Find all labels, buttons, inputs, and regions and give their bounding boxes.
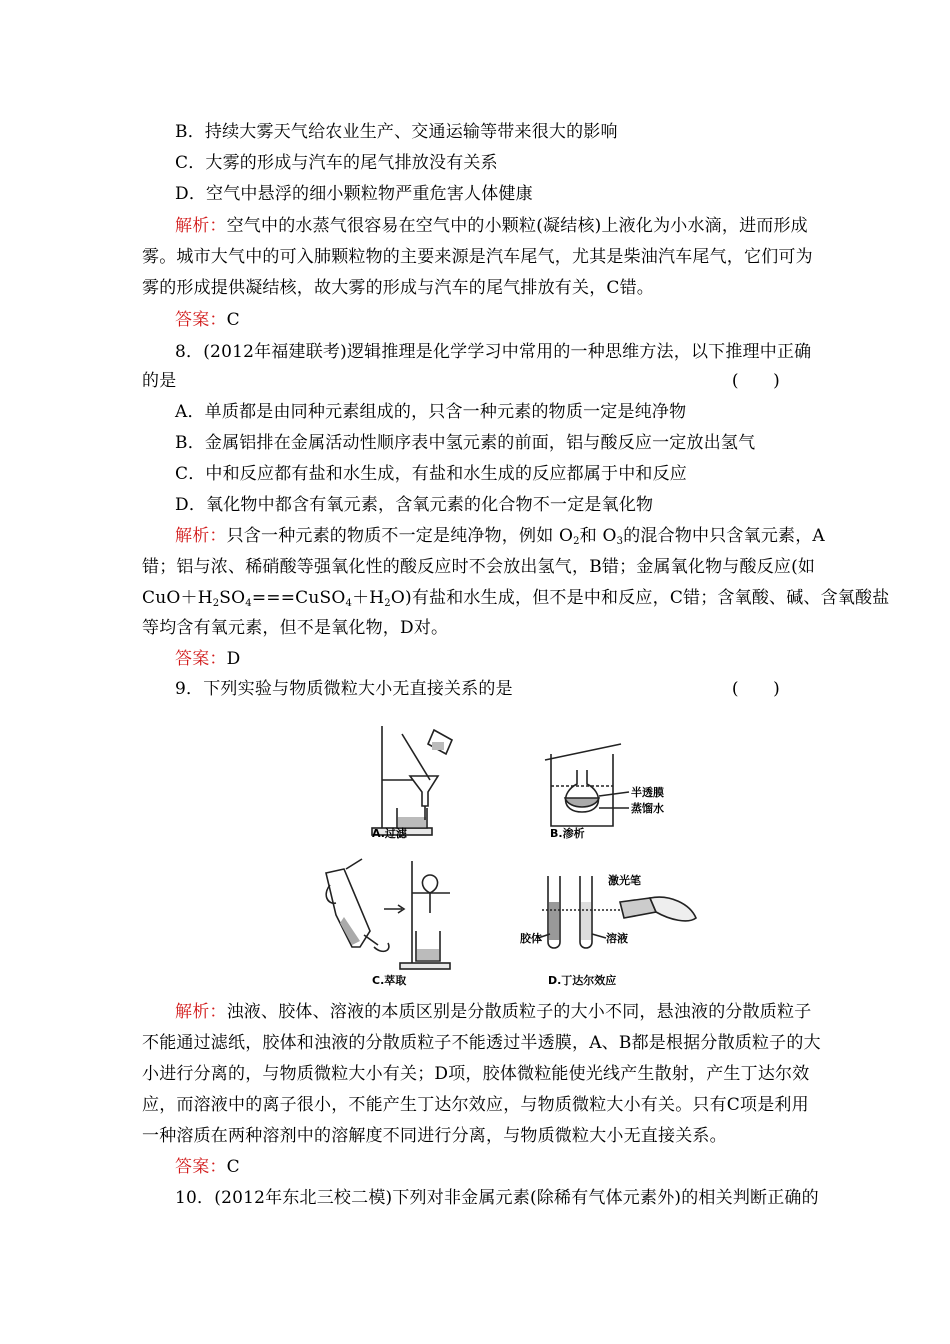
subscript: 2 [573,536,580,547]
formula-text: SO [219,588,246,608]
q9-analysis-line4: 应，而溶液中的离子很小，不能产生丁达尔效应，与物质微粒大小有关。只有C项是利用 [142,1095,809,1115]
subscript: 3 [616,536,624,547]
figure-caption-b: B.渗析 [550,827,585,840]
q7-analysis-line1 [175,211,810,241]
q8-option-d: D．氧化物中都含有氧元素，含氧元素的化合物不一定是氧化物 [175,495,654,515]
formula-text: CuO＋H [142,588,213,608]
subscript: 2 [212,598,220,609]
q8-analysis-line4: 等均含有氧元素，但不是氧化物，D对。 [142,618,449,638]
q9-stem-text: 9．下列实验与物质微粒大小无直接关系的是 [175,679,513,699]
q7-answer [175,305,810,335]
q8-option-a: A．单质都是由同种元素组成的，只含一种元素的物质一定是纯净物 [175,402,687,422]
q8-stem-line2 [142,366,810,396]
q8-analysis-line3 [142,583,890,613]
answer-value: C [226,1157,240,1177]
colloid-label: 胶体 [520,932,542,945]
answer-value: D [226,649,241,669]
q8-stem-line1: 8．(2012年福建联考)逻辑推理是化学学习中常用的一种思维方法，以下推理中正确 [175,342,812,362]
analysis-text: 的混合物中只含氧元素，A [623,526,825,546]
filtration-apparatus-figure [352,722,492,840]
figure-caption-c: C.萃取 [372,974,407,987]
q7-option-b: B．持续大雾天气给农业生产、交通运输等带来很大的影响 [175,122,618,142]
answer-value: C [226,310,240,330]
analysis-label: 解析： [175,216,227,236]
q9-answer [175,1152,810,1182]
q9-stem [175,674,810,704]
analysis-label: 解析： [175,1002,227,1022]
solution-label: 溶液 [606,932,628,945]
distilled-water-label: 蒸馏水 [631,802,664,815]
figure-caption-d: D.丁达尔效应 [548,974,617,987]
analysis-text: 浊液、胶体、溶液的本质区别是分散质粒子的大小不同，悬浊液的分散质粒子 [226,1002,812,1022]
answer-label: 答案： [175,649,227,669]
tyndall-effect-figure [520,868,720,958]
q8-option-b: B．金属铝排在金属活动性顺序表中氢元素的前面，铝与酸反应一定放出氢气 [175,433,756,453]
q8-answer [175,644,810,674]
membrane-label: 半透膜 [631,786,664,799]
answer-blank: ( ) [731,679,780,699]
q9-analysis-line1 [175,997,810,1027]
q8-analysis-line1 [175,521,825,551]
answer-label: 答案： [175,1157,227,1177]
q9-analysis-line5: 一种溶质在两种溶剂中的溶解度不同进行分离，与物质微粒大小无直接关系。 [142,1126,727,1146]
analysis-label: 解析： [175,526,227,546]
q7-option-c: C．大雾的形成与汽车的尾气排放没有关系 [175,153,498,173]
subscript: 2 [384,598,391,609]
extraction-apparatus-figure [322,855,462,970]
q9-analysis-line3: 小进行分离的，与物质微粒大小有关；D项，胶体微粒能使光线产生散射，产生丁达尔效 [142,1064,810,1084]
q8-option-c: C．中和反应都有盐和水生成，有盐和水生成的反应都属于中和反应 [175,464,688,484]
q8-stem-text: 的是 [142,371,177,391]
analysis-text: 只含一种元素的物质不一定是纯净物，例如 O [226,526,574,546]
q9-analysis-line2: 不能通过滤纸，胶体和浊液的分散质粒子不能透过半透膜，A、B都是根据分散质粒子的大 [142,1033,821,1053]
subscript: 4 [345,598,353,609]
q7-option-d: D．空气中悬浮的细小颗粒物严重危害人体健康 [175,184,533,204]
q10-stem: 10．(2012年东北三校二模)下列对非金属元素(除稀有气体元素外)的相关判断正确的 [175,1188,819,1208]
analysis-text: O)有盐和水生成，但不是中和反应，C错；含氧酸、碱、含氧酸盐 [390,588,890,608]
answer-blank: ( ) [731,371,780,391]
q7-analysis-line3: 雾的形成提供凝结核，故大雾的形成与汽车的尾气排放有关，C错。 [142,278,655,298]
analysis-text: 空气中的水蒸气很容易在空气中的小颗粒(凝结核)上液化为小水滴，进而形成 [226,216,808,236]
formula-text: ===CuSO [251,588,346,608]
laser-pointer-label: 激光笔 [608,874,641,887]
analysis-text: 和 O [579,526,617,546]
subscript: 4 [245,598,252,609]
figure-caption-a: A.过滤 [372,827,407,840]
q7-analysis-line2: 雾。城市大气中的可入肺颗粒物的主要来源是汽车尾气，尤其是柴油汽车尾气，它们可为 [142,247,813,267]
dialysis-apparatus-figure [543,740,673,832]
q8-analysis-line2: 错；铝与浓、稀硝酸等强氧化性的酸反应时不会放出氢气，B错；金属氧化物与酸反应(如 [142,557,816,577]
formula-text: ＋H [352,588,385,608]
answer-label: 答案： [175,310,227,330]
